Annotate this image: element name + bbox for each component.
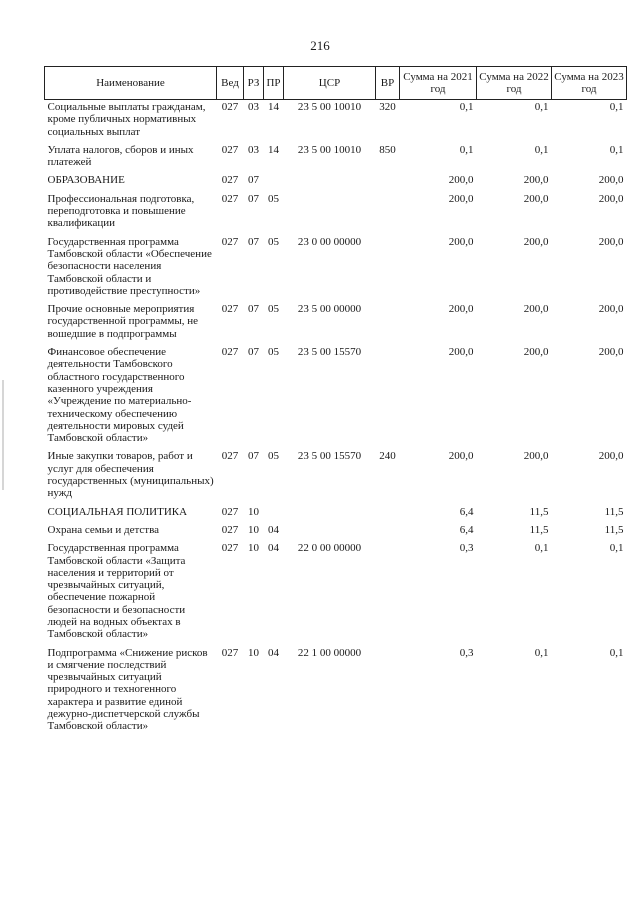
cell-name: Социальные выплаты гражданам, кроме публичных нормативных социальных выплат [47, 101, 206, 138]
cell-name: Иные закупки товаров, работ и услуг для обеспечения государственных (муниципальных) нужд [47, 450, 214, 500]
cell-csr: 22 1 00 00000 [297, 646, 362, 659]
cell-ved: 027 [221, 235, 239, 248]
cell-sum-2023: 200,0 [598, 192, 624, 205]
cell-vr [376, 646, 400, 738]
cell-rz: 10 [248, 523, 259, 536]
cell-rz: 03 [248, 101, 259, 113]
cell-sum-2022: 0,1 [534, 646, 549, 659]
cell-pr: 05 [268, 192, 279, 205]
cell-csr: 23 5 00 00000 [297, 303, 362, 316]
cell-sum-2022: 200,0 [523, 346, 549, 359]
cell-sum-2021: 200,0 [448, 303, 474, 316]
cell-ved: 027 [221, 450, 239, 463]
cell-pr: 04 [268, 523, 279, 536]
cell-vr [376, 523, 400, 541]
cell-pr: 04 [268, 542, 279, 555]
cell-ved: 027 [221, 542, 239, 555]
table-row [45, 541, 627, 645]
cell-sum-2021: 6,4 [459, 505, 474, 518]
cell-sum-2023: 200,0 [598, 303, 624, 316]
cell-ved: 027 [221, 523, 239, 536]
cell-name: Уплата налогов, сборов и иных платежей [47, 143, 194, 169]
cell-vr: 320 [379, 101, 396, 113]
cell-sum-2022: 11,5 [529, 505, 549, 518]
cell-sum-2022: 200,0 [523, 303, 549, 316]
cell-csr: 23 0 00 00000 [297, 235, 362, 248]
cell-pr: 05 [268, 346, 279, 359]
cell-vr [376, 302, 400, 345]
cell-csr [284, 523, 376, 541]
cell-pr: 05 [268, 235, 279, 248]
cell-ved: 027 [221, 303, 239, 316]
cell-csr [284, 173, 376, 191]
header-ved: Вед [217, 67, 244, 100]
table-row [45, 302, 627, 345]
cell-vr [376, 173, 400, 191]
cell-sum-2022: 200,0 [523, 192, 549, 205]
cell-sum-2023: 0,1 [609, 542, 624, 555]
cell-vr [376, 505, 400, 523]
page-number: 216 [310, 38, 330, 53]
cell-rz: 07 [248, 303, 259, 316]
cell-ved: 027 [221, 646, 239, 659]
header-rz: РЗ [244, 67, 264, 100]
cell-rz: 07 [248, 174, 259, 187]
cell-sum-2021: 200,0 [448, 346, 474, 359]
header-csr: ЦСР [284, 67, 376, 100]
table-row [45, 646, 627, 738]
cell-pr: 05 [268, 303, 279, 316]
cell-sum-2021: 0,1 [459, 101, 474, 113]
cell-vr [376, 192, 400, 235]
cell-csr: 23 5 00 15570 [297, 450, 362, 463]
cell-pr [264, 505, 284, 523]
cell-csr: 23 5 00 10010 [297, 101, 362, 113]
table-body [45, 100, 627, 738]
cell-sum-2022: 11,5 [529, 523, 549, 536]
cell-ved: 027 [221, 192, 239, 205]
cell-sum-2023: 0,1 [609, 101, 624, 113]
cell-pr: 14 [268, 101, 279, 113]
cell-name: СОЦИАЛЬНАЯ ПОЛИТИКА [47, 505, 188, 518]
cell-rz: 10 [248, 542, 259, 555]
cell-csr: 23 5 00 10010 [297, 143, 362, 156]
cell-sum-2022: 200,0 [523, 235, 549, 248]
cell-csr [284, 505, 376, 523]
header-name: Наименование [45, 67, 217, 100]
cell-name: Государственная программа Тамбовской области «Обеспечение безопасности населения Тамбовской области и противодействие преступности» [47, 235, 212, 297]
cell-name: Подпрограмма «Снижение рисков и смягчение последствий чрезвычайных ситуаций природного и техногенного характера и развитие единой дежурно-диспетчерской службы Тамбовской области» [47, 646, 208, 733]
table-row [45, 523, 627, 541]
cell-rz: 10 [248, 505, 259, 518]
cell-rz: 10 [248, 646, 259, 659]
cell-ved: 027 [221, 174, 239, 187]
cell-vr [376, 541, 400, 645]
cell-ved: 027 [221, 101, 239, 113]
cell-csr [284, 192, 376, 235]
cell-sum-2023: 0,1 [609, 646, 624, 659]
cell-name: Охрана семьи и детства [47, 523, 160, 536]
cell-vr [376, 235, 400, 302]
cell-vr: 850 [379, 143, 396, 156]
cell-csr: 22 0 00 00000 [297, 542, 362, 555]
cell-sum-2021: 200,0 [448, 450, 474, 463]
header-sum-2022: Сумма на 2022 год [477, 67, 552, 100]
table-row [45, 100, 627, 143]
table-row [45, 449, 627, 504]
cell-sum-2023: 200,0 [598, 346, 624, 359]
budget-table [44, 66, 627, 738]
cell-name: ОБРАЗОВАНИЕ [47, 174, 125, 187]
cell-rz: 03 [248, 143, 259, 156]
table-row [45, 235, 627, 302]
cell-sum-2023: 200,0 [598, 450, 624, 463]
cell-vr [376, 345, 400, 449]
cell-rz: 07 [248, 346, 259, 359]
cell-rz: 07 [248, 192, 259, 205]
table-row [45, 173, 627, 191]
header-sum-2023: Сумма на 2023 год [552, 67, 627, 100]
cell-pr: 14 [268, 143, 279, 156]
cell-sum-2021: 0,1 [459, 143, 474, 156]
cell-ved: 027 [221, 143, 239, 156]
cell-sum-2022: 200,0 [523, 174, 549, 187]
header-pr: ПР [264, 67, 284, 100]
cell-sum-2022: 0,1 [534, 101, 549, 113]
cell-sum-2021: 6,4 [459, 523, 474, 536]
cell-sum-2022: 200,0 [523, 450, 549, 463]
cell-name: Государственная программа Тамбовской области «Защита населения и территорий от чрезвычайных ситуаций, обеспечение пожарной безопасности и безопасности людей на водных объектах в Тамбовской области» [47, 542, 186, 641]
cell-sum-2021: 200,0 [448, 174, 474, 187]
table-row [45, 192, 627, 235]
cell-pr: 04 [268, 646, 279, 659]
cell-sum-2023: 11,5 [604, 523, 624, 536]
table-row [45, 345, 627, 449]
margin-mark [2, 380, 4, 490]
cell-sum-2022: 0,1 [534, 542, 549, 555]
cell-ved: 027 [221, 346, 239, 359]
table-row [45, 143, 627, 174]
cell-sum-2021: 200,0 [448, 235, 474, 248]
cell-sum-2023: 11,5 [604, 505, 624, 518]
cell-rz: 07 [248, 450, 259, 463]
header-vr: ВР [376, 67, 400, 100]
cell-rz: 07 [248, 235, 259, 248]
cell-name: Финансовое обеспечение деятельности Тамбовского областного государственного казенного учреждения «Учреждение по материально-техническому обеспечению деятельности мировых судей Тамбовской области» [47, 346, 192, 445]
cell-pr [264, 173, 284, 191]
cell-pr: 05 [268, 450, 279, 463]
cell-vr: 240 [379, 450, 396, 463]
cell-sum-2021: 200,0 [448, 192, 474, 205]
cell-sum-2023: 0,1 [609, 143, 624, 156]
cell-sum-2023: 200,0 [598, 235, 624, 248]
cell-sum-2021: 0,3 [459, 646, 474, 659]
header-sum-2021: Сумма на 2021 год [400, 67, 477, 100]
cell-name: Прочие основные мероприятия государственной программы, не вошедшие в подпрограммы [47, 303, 199, 340]
cell-sum-2021: 0,3 [459, 542, 474, 555]
cell-name: Профессиональная подготовка, переподготовка и повышение квалификации [47, 192, 195, 230]
table-header [45, 67, 627, 100]
cell-csr: 23 5 00 15570 [297, 346, 362, 359]
cell-ved: 027 [221, 505, 239, 518]
cell-sum-2022: 0,1 [534, 143, 549, 156]
table-row [45, 505, 627, 523]
cell-sum-2023: 200,0 [598, 174, 624, 187]
